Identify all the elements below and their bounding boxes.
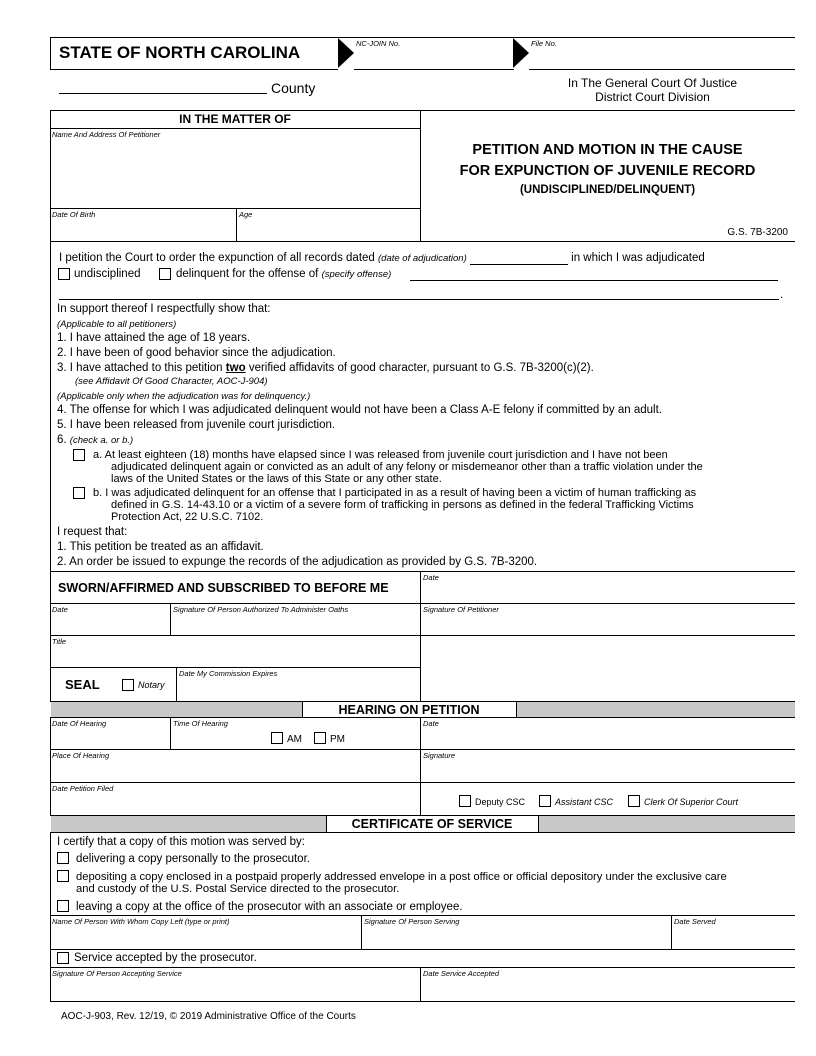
item-6b-1: b. I was adjudicated delinquent for an offense that I participated in as a result of having been a victim of human trafficking as [93, 487, 697, 499]
period: . [780, 289, 784, 301]
sig-petitioner-field[interactable] [423, 616, 791, 634]
item-1: 1. I have attained the age of 18 years. [57, 332, 251, 344]
sig-accepting-field[interactable] [52, 980, 418, 998]
am-label: AM [287, 734, 302, 745]
filed-label: Date Petition Filed [52, 784, 114, 793]
support-text: In support thereof I respectfully show that: [57, 303, 271, 315]
service-personal-label: delivering a copy personally to the prosecutor. [76, 853, 310, 865]
sig-serving-field[interactable] [364, 928, 668, 946]
name-address-label: Name And Address Of Petitioner [52, 130, 161, 139]
applicable-delinquent: (Applicable only when the adjudication was for delinquency.) [57, 391, 311, 402]
item-6a-1: a. At least eighteen (18) months have elapsed since I was released from juvenile court jurisdiction and I have not been [93, 449, 668, 461]
service-mail-label-2: and custody of the U.S. Postal Service directed to the prosecutor. [76, 883, 400, 895]
hearing-date-label: Date Of Hearing [52, 719, 107, 728]
service-accepted-label: Service accepted by the prosecutor. [74, 952, 257, 964]
date-field[interactable] [52, 616, 168, 634]
hearing-signature-field[interactable] [423, 762, 791, 780]
footer: AOC-J-903, Rev. 12/19, © 2019 Administrative Office of the Courts [61, 1011, 356, 1022]
certificate-intro: I certify that a copy of this motion was served by: [57, 836, 305, 848]
sworn-date-field[interactable] [423, 584, 791, 602]
sworn-date-label: Date [423, 573, 439, 582]
place-label: Place Of Hearing [52, 751, 110, 760]
delinquent-checkbox[interactable] [159, 268, 171, 280]
name-left-label: Name Of Person With Whom Copy Left (type or print) [52, 917, 230, 926]
service-office-checkbox[interactable] [57, 900, 69, 912]
clerk-label: Clerk Of Superior Court [644, 797, 739, 807]
dob-label: Date Of Birth [52, 210, 96, 219]
item-5: 5. I have been released from juvenile court jurisdiction. [57, 419, 336, 431]
deputy-label: Deputy CSC [475, 797, 526, 807]
service-accepted-checkbox[interactable] [57, 952, 69, 964]
statute-label: G.S. 7B-3200 [727, 227, 788, 238]
assistant-checkbox[interactable] [539, 795, 551, 807]
state-title: STATE OF NORTH CAROLINA [59, 43, 301, 62]
item-4: 4. The offense for which I was adjudicated delinquent would not have been a Class A-E felony if committed by an adult. [57, 404, 662, 416]
dob-field[interactable] [52, 221, 232, 239]
date-label: Date [52, 605, 68, 614]
age-label: Age [239, 210, 253, 219]
hearing-signature-label: Signature [423, 751, 456, 760]
delinquent-label: delinquent for the offense of (specify offense) [176, 268, 392, 280]
file-no-label: File No. [531, 39, 557, 48]
service-mail-checkbox[interactable] [57, 870, 69, 882]
title-label: Title [52, 637, 67, 646]
nc-join-label: NC-JOIN No. [356, 39, 401, 48]
age-field[interactable] [239, 221, 417, 239]
county-label: County [271, 80, 316, 96]
hearing-title: HEARING ON PETITION [338, 703, 480, 717]
request-1: 1. This petition be treated as an affidavit. [57, 541, 264, 553]
pm-label: PM [330, 734, 345, 745]
arrow-icon [338, 38, 354, 68]
offense-field[interactable] [410, 280, 778, 281]
deputy-checkbox[interactable] [459, 795, 471, 807]
matter-title: IN THE MATTER OF [179, 112, 291, 126]
item-6b-3: Protection Act, 22 U.S.C. 7102. [111, 511, 264, 523]
petition-line1: I petition the Court to order the expunction of all records dated (date of adjudication) in which I was adjudicated [59, 252, 705, 264]
assistant-label: Assistant CSC [555, 797, 614, 807]
sig-petitioner-label: Signature Of Petitioner [423, 605, 499, 614]
undisciplined-label: undisciplined [74, 268, 141, 280]
place-field[interactable] [52, 762, 418, 780]
seal-label: SEAL [65, 677, 100, 692]
item-6b-2: defined in G.S. 14-43.10 or a victim of a severe form of trafficking in persons as defined in the federal Trafficking Victims [111, 499, 694, 511]
sig-accepting-label: Signature Of Person Accepting Service [52, 969, 182, 978]
item-6a-2: adjudicated delinquent again or convicted as an adult of any felony or misdemeanor other than a traffic violation under the [111, 461, 703, 473]
service-mail-label-1: depositing a copy enclosed in a postpaid properly addressed envelope in a post office or official depository under the exclusive care [76, 871, 727, 883]
form-title-1: PETITION AND MOTION IN THE CAUSE [472, 142, 743, 158]
item-6a-3: laws of the United States or the laws of this State or any other state. [111, 473, 442, 485]
court-name: In The General Court Of Justice District Court Division [567, 76, 738, 104]
county-field[interactable] [59, 93, 267, 94]
sig-admin-field[interactable] [173, 616, 418, 634]
hearing-time-label: Time Of Hearing [173, 719, 228, 728]
sworn-title: SWORN/AFFIRMED AND SUBSCRIBED TO BEFORE ME [58, 581, 389, 595]
form-title-3: (UNDISCIPLINED/DELINQUENT) [519, 184, 696, 196]
name-left-field[interactable] [52, 928, 358, 946]
name-address-field[interactable] [52, 142, 416, 206]
pm-checkbox[interactable] [314, 732, 326, 744]
option-a-checkbox[interactable] [73, 449, 85, 461]
item-3-note: (see Affidavit Of Good Character, AOC-J-904) [75, 376, 268, 387]
undisciplined-checkbox[interactable] [58, 268, 70, 280]
commission-label: Date My Commission Expires [179, 669, 278, 678]
clerk-checkbox[interactable] [628, 795, 640, 807]
request-2: 2. An order be issued to expunge the records of the adjudication as provided by G.S. 7B-3200. [57, 556, 538, 568]
commission-field[interactable] [179, 680, 418, 698]
item-2: 2. I have been of good behavior since the adjudication. [57, 347, 336, 359]
title-field[interactable] [52, 648, 418, 666]
sig-serving-label: Signature Of Person Serving [364, 917, 460, 926]
item-3: 3. I have attached to this petition two verified affidavits of good character, pursuant to G.S. 7B-3200(c)(2). [57, 362, 594, 374]
service-office-label: leaving a copy at the office of the prosecutor with an associate or employee. [76, 901, 463, 913]
hearing-date-right-field[interactable] [423, 730, 791, 748]
date-served-field[interactable] [674, 928, 791, 946]
certificate-title: CERTIFICATE OF SERVICE [351, 817, 513, 831]
notary-checkbox[interactable] [122, 679, 134, 691]
date-served-label: Date Served [674, 917, 716, 926]
am-checkbox[interactable] [271, 732, 283, 744]
date-accepted-label: Date Service Accepted [423, 969, 500, 978]
applicable-all: (Applicable to all petitioners) [57, 319, 177, 330]
option-b-checkbox[interactable] [73, 487, 85, 499]
sig-admin-label: Signature Of Person Authorized To Administer Oaths [173, 605, 349, 614]
offense-field-cont[interactable] [59, 299, 779, 300]
hearing-date-right-label: Date [423, 719, 439, 728]
arrow-icon [513, 38, 529, 68]
request-text: I request that: [57, 526, 128, 538]
form-title-2: FOR EXPUNCTION OF JUVENILE RECORD [459, 163, 756, 179]
date-accepted-field[interactable] [423, 980, 791, 998]
filed-field[interactable] [52, 795, 418, 813]
item-6: 6. (check a. or b.) [57, 434, 134, 446]
notary-label: Notary [138, 680, 165, 690]
service-personal-checkbox[interactable] [57, 852, 69, 864]
adjudication-date-field[interactable] [470, 253, 568, 265]
